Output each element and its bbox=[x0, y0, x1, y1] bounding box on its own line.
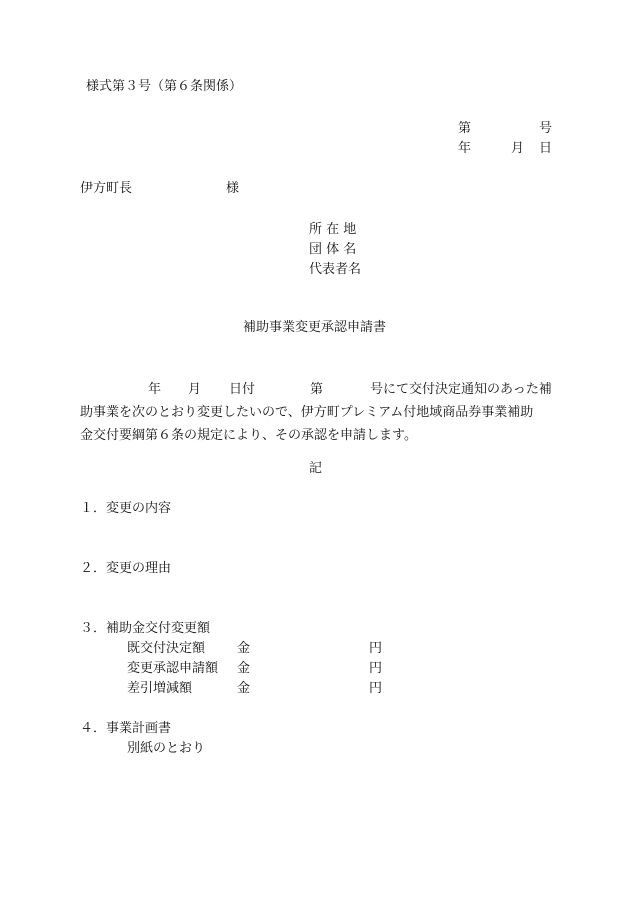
body-line1-rest: 号にて交付決定通知のあった補 bbox=[370, 382, 552, 397]
section-2-heading: ２．変更の理由 bbox=[80, 561, 172, 576]
body-line-1 bbox=[80, 378, 565, 401]
amount-unit: 円 bbox=[369, 661, 383, 676]
issue-date-day: 日 bbox=[539, 141, 553, 156]
amount-unit: 円 bbox=[369, 641, 383, 656]
form-label: 様式第３号（第６条関係） bbox=[86, 79, 243, 94]
applicant-address-label: 所 在 地 bbox=[309, 222, 357, 237]
applicant-group-label: 団 体 名 bbox=[309, 242, 357, 257]
amount-currency: 金 bbox=[237, 681, 251, 696]
amount-label: 変更承認申請額 bbox=[127, 661, 219, 676]
amount-unit: 円 bbox=[369, 681, 383, 696]
amount-label: 差引増減額 bbox=[127, 681, 193, 696]
body-line1-year: 年 bbox=[148, 382, 162, 397]
addressee-honorific: 様 bbox=[226, 181, 240, 196]
section-4-heading: ４．事業計画書 bbox=[80, 721, 172, 736]
amount-currency: 金 bbox=[237, 661, 251, 676]
section-1-heading: １．変更の内容 bbox=[80, 501, 172, 516]
body-line-3: 金交付要綱第６条の規定により、その承認を申請します。 bbox=[80, 428, 417, 443]
amount-currency: 金 bbox=[237, 641, 251, 656]
body-line-2: 助事業を次のとおり変更したいので、伊方町プレミアム付地域商品券事業補助 bbox=[80, 405, 534, 420]
amount-label: 既交付決定額 bbox=[127, 641, 206, 656]
ki-heading: 記 bbox=[309, 461, 323, 476]
issue-date-year: 年 bbox=[458, 141, 472, 156]
document-title: 補助事業変更承認申請書 bbox=[243, 320, 387, 335]
plan-note: 別紙のとおり bbox=[127, 741, 206, 756]
issue-number-prefix: 第 bbox=[458, 121, 472, 136]
addressee-name: 伊方町長 bbox=[80, 181, 133, 196]
body-line1-day: 日付 bbox=[229, 382, 256, 397]
section-3-heading: ３．補助金交付変更額 bbox=[80, 621, 211, 636]
body-line1-month: 月 bbox=[188, 382, 202, 397]
body-paragraph bbox=[80, 378, 565, 447]
issue-date-month: 月 bbox=[511, 141, 525, 156]
applicant-rep-label: 代表者名 bbox=[309, 262, 362, 277]
body-line1-no: 第 bbox=[310, 382, 324, 397]
issue-number-suffix: 号 bbox=[539, 121, 553, 136]
